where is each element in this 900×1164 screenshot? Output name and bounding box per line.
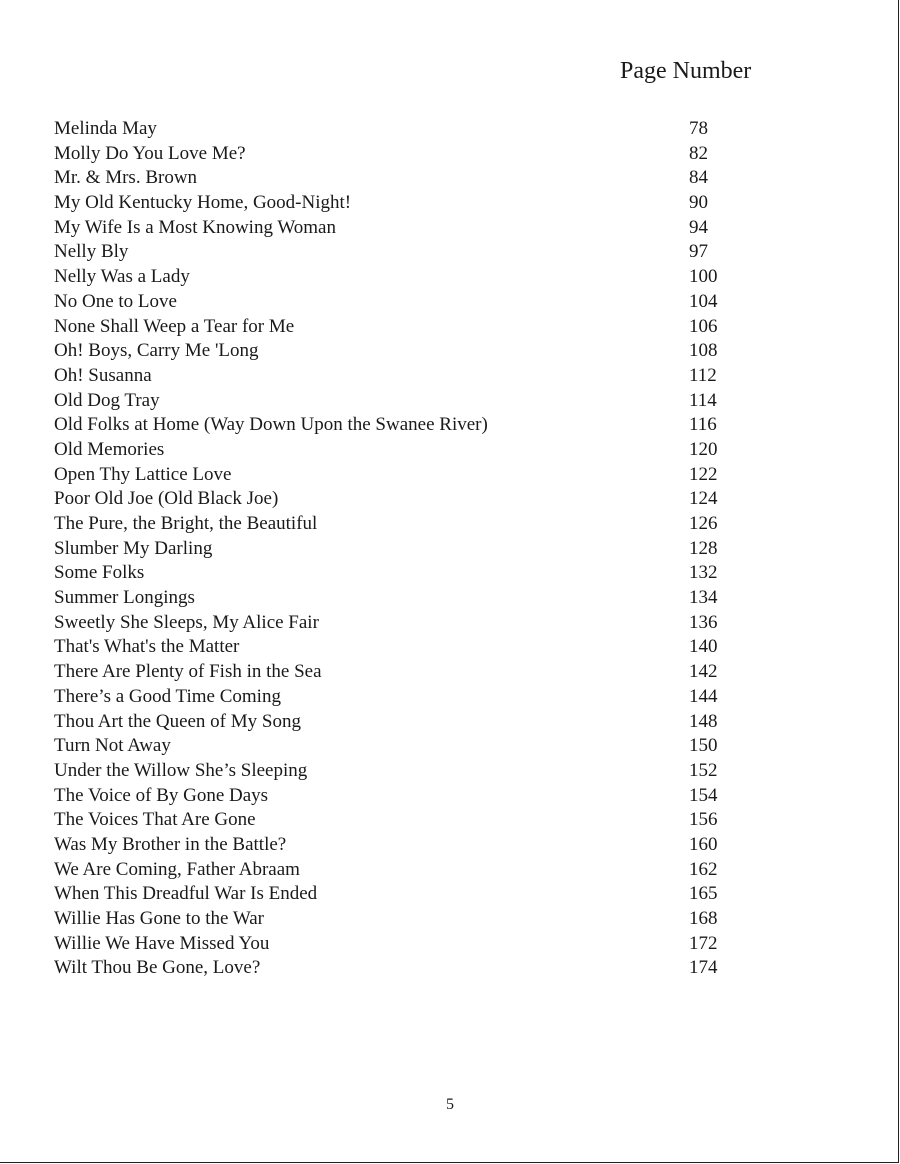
toc-entry-title: Old Folks at Home (Way Down Upon the Swanee River) <box>54 414 488 436</box>
toc-entry <box>54 265 754 290</box>
toc-entry-title: Some Folks <box>54 562 145 584</box>
toc-entry-page: 162 <box>689 858 718 880</box>
toc-entry-title: None Shall Weep a Tear for Me <box>54 315 295 337</box>
toc-entry-page: 140 <box>689 636 718 658</box>
toc-entry <box>54 438 754 463</box>
toc-entry-title: Oh! Susanna <box>54 364 152 386</box>
toc-entry-title: That's What's the Matter <box>54 636 240 658</box>
toc-entry-title: Nelly Bly <box>54 241 129 263</box>
toc-entry-title: The Voice of By Gone Days <box>54 784 269 806</box>
toc-entry-page: 126 <box>689 513 718 534</box>
toc-entry-page: 148 <box>689 710 718 732</box>
toc-entry-title: Under the Willow She’s Sleeping <box>54 759 308 781</box>
toc-entry-title: When This Dreadful War Is Ended <box>54 883 318 905</box>
toc-entry <box>54 240 754 265</box>
toc-entry-page: 104 <box>689 290 718 312</box>
toc-entry-title: Was My Brother in the Battle? <box>54 833 287 855</box>
toc-entry-title: Willie We Have Missed You <box>54 932 270 954</box>
toc-entry <box>54 932 754 957</box>
toc-entry-page: 134 <box>689 587 718 609</box>
toc-entry-page: 120 <box>689 438 718 460</box>
toc-entry-title: The Pure, the Bright, the Beautiful <box>54 513 318 534</box>
toc-entry <box>54 339 754 364</box>
toc-entry-page: 174 <box>689 957 718 979</box>
toc-entry-page: 132 <box>689 562 718 584</box>
toc-entry-title: My Old Kentucky Home, Good-Night! <box>54 192 352 214</box>
toc-entry <box>54 833 754 858</box>
toc-entry-page: 144 <box>689 685 718 707</box>
toc-entry <box>54 142 754 167</box>
page-footer-number: 5 <box>446 1096 454 1113</box>
toc-entry-page: 136 <box>689 611 718 633</box>
toc-entry <box>54 487 754 512</box>
toc-entry-page: 84 <box>689 167 708 189</box>
toc-entry-title: Summer Longings <box>54 587 195 609</box>
toc-entry-page: 150 <box>689 735 718 757</box>
toc-entry-title: We Are Coming, Father Abraam <box>54 858 300 880</box>
toc-entry-page: 128 <box>689 537 718 559</box>
toc-entry <box>54 117 754 142</box>
toc-entry <box>54 759 754 784</box>
toc-entry-title: Old Memories <box>54 438 165 460</box>
table-of-contents <box>54 117 754 981</box>
toc-entry-page: 82 <box>689 142 708 164</box>
toc-entry-page: 142 <box>689 661 718 683</box>
toc-entry-title: Melinda May <box>54 118 157 139</box>
toc-entry-title: My Wife Is a Most Knowing Woman <box>54 216 336 238</box>
toc-entry <box>54 290 754 315</box>
toc-entry-title: Thou Art the Queen of My Song <box>54 710 301 732</box>
toc-entry-page: 168 <box>689 908 718 929</box>
toc-entry-title: Willie Has Gone to the War <box>54 908 264 929</box>
toc-entry-page: 124 <box>689 488 718 510</box>
toc-entry-title: Molly Do You Love Me? <box>54 142 246 164</box>
toc-entry-title: Turn Not Away <box>54 735 171 757</box>
toc-entry-title: Open Thy Lattice Love <box>54 463 232 485</box>
toc-entry <box>54 611 754 636</box>
toc-entry-title: Wilt Thou Be Gone, Love? <box>54 957 261 979</box>
toc-entry-title: Nelly Was a Lady <box>54 266 190 288</box>
toc-entry-title: There Are Plenty of Fish in the Sea <box>54 661 322 683</box>
toc-entry <box>54 216 754 241</box>
toc-entry <box>54 315 754 340</box>
toc-entry-title: Sweetly She Sleeps, My Alice Fair <box>54 611 319 633</box>
toc-entry <box>54 389 754 414</box>
toc-entry <box>54 413 754 438</box>
toc-entry-page: 106 <box>689 315 718 337</box>
toc-entry-title: Mr. & Mrs. Brown <box>54 167 198 189</box>
toc-entry-page: 152 <box>689 759 718 781</box>
toc-entry <box>54 191 754 216</box>
toc-entry <box>54 561 754 586</box>
toc-entry <box>54 907 754 932</box>
toc-entry-title: Oh! Boys, Carry Me 'Long <box>54 340 259 362</box>
toc-entry-page: 156 <box>689 809 718 831</box>
toc-entry-page: 122 <box>689 463 718 485</box>
toc-entry <box>54 882 754 907</box>
toc-entry <box>54 858 754 883</box>
toc-entry-title: The Voices That Are Gone <box>54 809 256 831</box>
toc-entry-page: 154 <box>689 784 718 806</box>
toc-entry <box>54 685 754 710</box>
page-number-column-heading: Page Number <box>620 58 752 84</box>
toc-entry-title: No One to Love <box>54 290 177 312</box>
toc-entry <box>54 463 754 488</box>
toc-entry-page: 172 <box>689 932 718 954</box>
toc-entry <box>54 364 754 389</box>
toc-entry-title: Slumber My Darling <box>54 537 213 559</box>
toc-entry <box>54 808 754 833</box>
toc-entry <box>54 660 754 685</box>
toc-entry-page: 114 <box>689 389 717 411</box>
toc-entry <box>54 734 754 759</box>
toc-entry <box>54 784 754 809</box>
toc-entry-page: 116 <box>689 414 717 436</box>
toc-entry <box>54 512 754 537</box>
toc-entry <box>54 586 754 611</box>
toc-entry <box>54 710 754 735</box>
toc-entry-title: Old Dog Tray <box>54 389 160 411</box>
toc-entry-page: 165 <box>689 883 718 905</box>
toc-entry-page: 112 <box>689 364 717 386</box>
toc-entry-page: 78 <box>689 118 708 139</box>
toc-entry <box>54 956 754 981</box>
toc-entry-page: 100 <box>689 266 718 288</box>
toc-entry <box>54 166 754 191</box>
toc-entry-page: 90 <box>689 192 708 214</box>
toc-entry-page: 97 <box>689 241 708 263</box>
toc-entry-title: Poor Old Joe (Old Black Joe) <box>54 488 279 510</box>
toc-entry-page: 94 <box>689 216 708 238</box>
toc-entry <box>54 537 754 562</box>
toc-entry-title: There’s a Good Time Coming <box>54 685 281 707</box>
toc-entry <box>54 635 754 660</box>
toc-entry-page: 160 <box>689 833 718 855</box>
toc-entry-page: 108 <box>689 340 718 362</box>
